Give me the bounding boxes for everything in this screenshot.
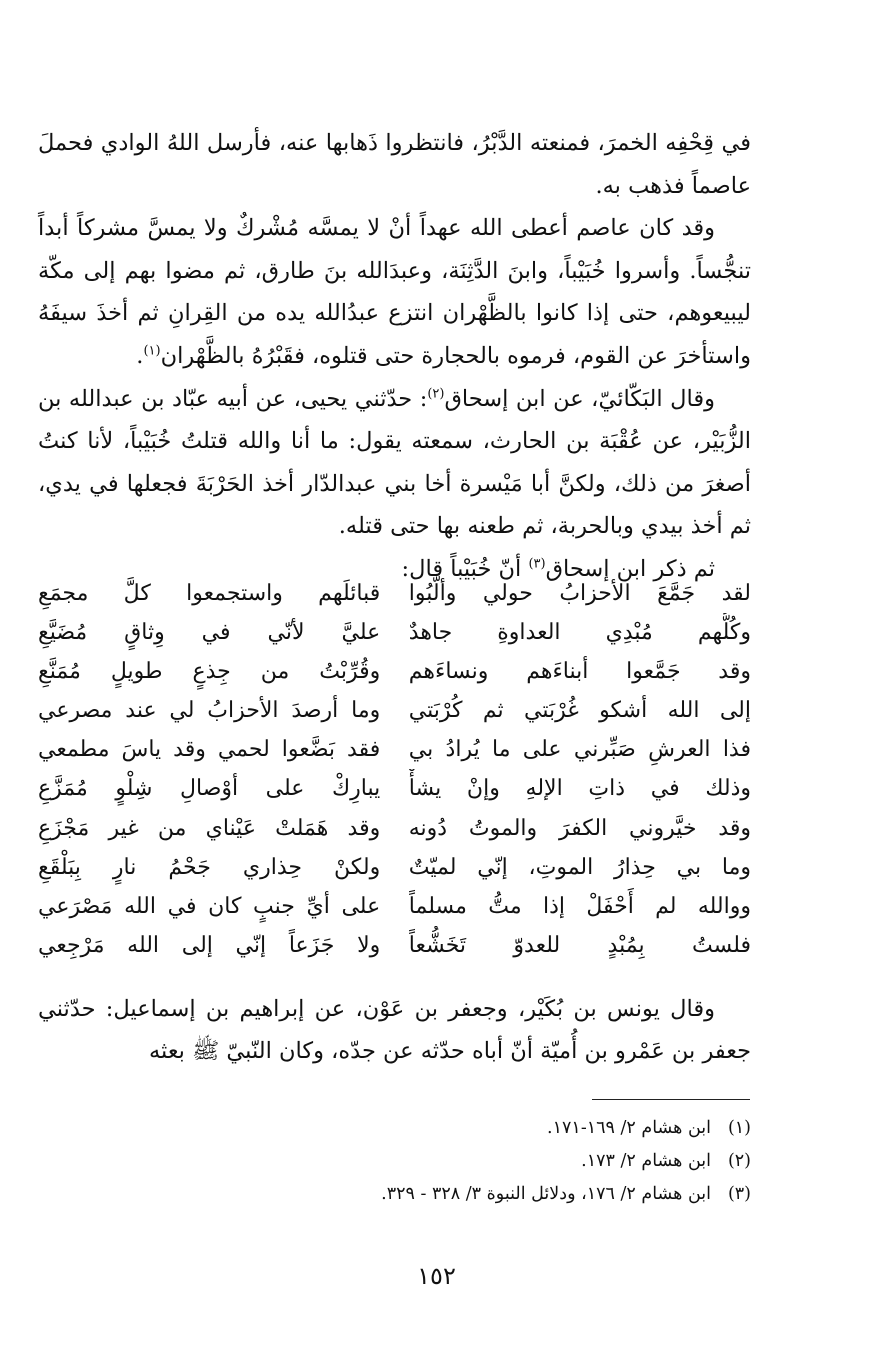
poem xyxy=(38,574,751,965)
verse-second-hemistich: على أيِّ جنبٍ كان في الله مَصْرَعي xyxy=(38,893,381,919)
verse-first-hemistich: لقد جَمَّعَ الأحزابُ حولي وألَّبُوا xyxy=(408,581,751,606)
paragraph-3 xyxy=(38,378,751,548)
verse-first-hemistich: فذا العرشِ صَبِّرني على ما يُرادُ بي xyxy=(408,737,751,763)
body-text xyxy=(38,122,751,591)
verse xyxy=(38,926,751,965)
verse-first-hemistich: وكُلُّهم مُبْدِي العداوةِ جاهدٌ xyxy=(408,620,751,646)
paragraph-3-text-a: وقال البَكّائيّ، عن ابن إسحاق xyxy=(444,385,715,412)
verse xyxy=(38,730,751,769)
verse xyxy=(38,848,751,887)
verse-second-hemistich: ولا جَزَعاً إنّي إلى الله مَرْجِعي xyxy=(38,932,381,958)
closing-paragraph xyxy=(38,988,751,1072)
footnote-ref-2: (٢) xyxy=(427,386,445,402)
paragraph-4-text-b: أنّ خُبَيْباً قال: xyxy=(401,555,529,582)
paragraph-4-text-a: ثم ذكر ابن إسحاق xyxy=(545,555,715,582)
verse-second-hemistich: وقد هَمَلتْ عَيْناي من غير مَجْزَعِ xyxy=(38,815,381,841)
verse-second-hemistich: وقُرِّبْتُ من جِذعٍ طويلٍ مُمَنَّعِ xyxy=(38,659,381,685)
verse-second-hemistich: قبائلَهم واستجمعوا كلَّ مجمَعِ xyxy=(38,581,381,606)
footnote-number: (١) xyxy=(727,1118,751,1138)
verse-second-hemistich: يبارِكْ على أوْصالِ شِلْوٍ مُمَزَّعِ xyxy=(38,776,381,802)
paragraph-2-text: وقد كان عاصم أعطى الله عهداً أنْ لا يمسَّه مُشْركٌ ولا يمسَّ مشركاً أبداً تنجُّساً. وأسروا خُبَيْباً، وابنَ الدَّثِنَة، وعبدَالله بنَ طارق، ثم مضوا بهم إلى مكّة ليبيعوهم، حتى إذا كانوا بالظَّهْران انتزع عبدُالله يده من القِرانِ ثم أخذَ سيفَهُ واستأخرَ عن القوم، فرموه بالحجارة حتى قتلوه، فقَبْرُهُ بالظَّهْران xyxy=(38,215,751,369)
verse-second-hemistich: فقد بَضَّعوا لحمي وقد ياسَ مطمعي xyxy=(38,737,381,763)
paragraph-2: وقد كان عاصم أعطى الله عهداً أنْ لا يمسَّه مُشْركٌ ولا يمسَّ مشركاً أبداً تنجُّساً. وأسروا خُبَيْباً، وابنَ الدَّثِنَة، وعبدَالله بنَ طارق، ثم مضوا بهم إلى مكّة ليبيعوهم، حتى إذا كانوا بالظَّهْران انتزع عبدُالله يده من القِرانِ ثم أخذَ سيفَهُ واستأخرَ عن القوم، فرموه بالحجارة حتى قتلوه، فقَبْرُهُ بالظَّهْران$^{(١)}$. xyxy=(38,215,751,369)
verse xyxy=(38,887,751,926)
verse xyxy=(38,574,751,613)
verse-first-hemistich: وقد خيَّروني الكفرَ والموتُ دُونه xyxy=(408,815,751,841)
footnote-ref-1: (١) xyxy=(143,343,161,359)
verse-first-hemistich: وذلك في ذاتِ الإلهِ وإنْ يشأْ xyxy=(408,776,751,802)
footnote-ref-3: (٣) xyxy=(528,556,546,572)
verse xyxy=(38,769,751,808)
verse xyxy=(38,691,751,730)
paragraph-5: وقال يونس بن بُكَيْر، وجعفر بن عَوْن، عن إبراهيم بن إسماعيل: حدّثني جعفر بن عَمْرو بن أُميّة أنّ أباه حدّثه عن جدّه، وكان النّبيّ ﷺ بعثه xyxy=(38,996,751,1064)
footnote-text: ابن هشام ٢/ ١٦٩-١٧١. xyxy=(547,1118,711,1138)
footnote-3 xyxy=(200,1178,751,1211)
verse-first-hemistich: إلى الله أشكو غُرْبَتي ثم كُرْبَتي xyxy=(408,698,751,724)
footnote-1 xyxy=(200,1112,751,1145)
footnote-text: ابن هشام ٢/ ١٧٦، ودلائل النبوة ٣/ ٣٢٨ - ٣٢٩. xyxy=(381,1184,711,1204)
verse xyxy=(38,613,751,652)
verse xyxy=(38,652,751,691)
footnote-divider xyxy=(592,1099,750,1100)
verse-second-hemistich: عليَّ لأنّي في وِثاقٍ مُضَيَّعِ xyxy=(38,620,381,646)
verse-second-hemistich: وما أرصدَ الأحزابُ لي عند مصرعي xyxy=(38,698,381,724)
footnote-text: ابن هشام ٢/ ١٧٣. xyxy=(581,1151,711,1171)
verse-first-hemistich: ووالله لم أَحْفَلْ إذا متُّ مسلماً xyxy=(408,893,751,919)
paragraph-3-text-b: : حدّثني يحيى، عن أبيه عبّاد بن عبدالله بن الزُّبَيْر، عن عُقْبَة بن الحارث، سمعته يقول: ما أنا والله قتلتُ خُبَيْباً، لأنا كنتُ أصغرَ من ذلك، ولكنَّ أبا مَيْسرة أخا بني عبدالدّار أخذ الحَرْبَةَ فجعلها في يدي، ثم أخذ بيدي وبالحربة، ثم طعنه بها حتى قتله. xyxy=(38,385,751,540)
verse-second-hemistich: ولكنْ حِذاري جَحْمُ نارٍ بِبَلْقَعِ xyxy=(38,854,381,880)
verse-first-hemistich: وما بي حِذارُ الموتِ، إنّي لميّتٌ xyxy=(408,854,751,880)
footnote-number: (٣) xyxy=(727,1184,751,1204)
footnote-2 xyxy=(200,1145,751,1178)
footnotes xyxy=(200,1112,751,1211)
verse-first-hemistich: وقد جَمَّعوا أبناءَهم ونساءَهم xyxy=(408,659,751,685)
verse-first-hemistich: فلستُ بِمُبْدٍ للعدوّ تَخَشُّعاً xyxy=(408,932,751,958)
paragraph-1: في قِحْفِه الخمرَ، فمنعته الدَّبْرُ، فانتظروا ذَهابها عنه، فأرسل اللهُ الوادي فحملَ عاصماً فذهب به. xyxy=(38,130,751,199)
page-number: ١٥٢ xyxy=(417,1262,456,1290)
footnote-number: (٢) xyxy=(727,1151,751,1171)
verse xyxy=(38,809,751,848)
